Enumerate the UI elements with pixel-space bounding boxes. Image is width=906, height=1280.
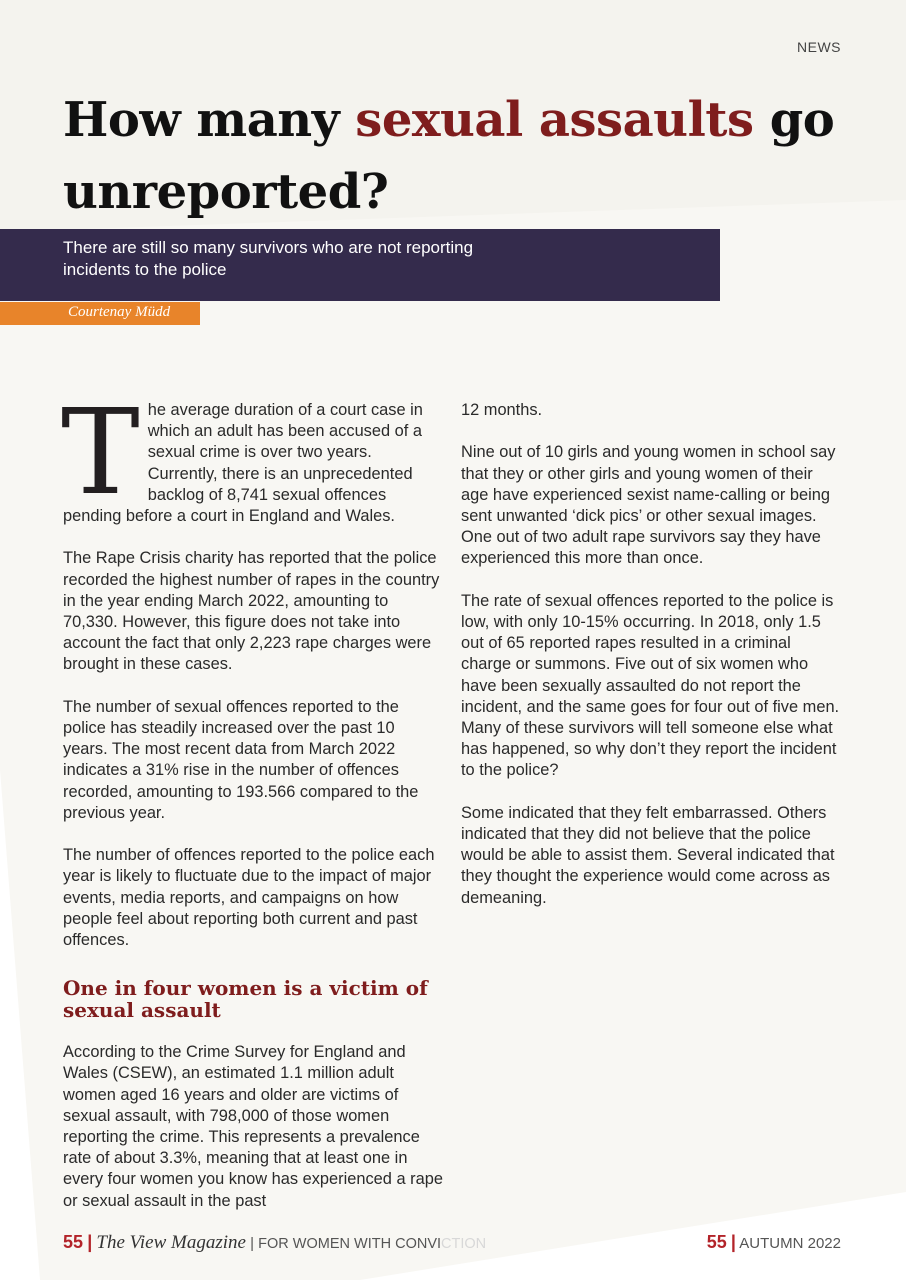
- article-paragraph-4: The number of offences reported to the police each year is likely to fluctuate due to the impact of major events, media reports, and campaigns on how people feel about reporting both current and past offences.: [63, 846, 435, 950]
- footer-issue: AUTUMN 2022: [739, 1235, 841, 1252]
- subhead-text: There are still so many survivors who are not reporting incidents to the police: [63, 238, 474, 279]
- article-paragraph-3: The number of sexual offences reported to the police has steadily increased over the past 10 years. The most recent data from March 2022 indicates a 31% rise in the number of offences recorded, amounting to 193.566 compared to the previous year.: [63, 697, 419, 822]
- article-column-left: [61, 383, 443, 1233]
- subhead-band: [0, 229, 720, 301]
- article-paragraph-2: The Rape Crisis charity has reported that the police recorded the highest number of rapes in the country in the year ending March 2022, amounting to 70,330. However, this figure does not take into account the fact that only 2,223 rape charges were brought in these cases.: [63, 549, 440, 674]
- headline: [63, 84, 863, 228]
- footer-tagline-faded: CTION: [441, 1236, 487, 1252]
- article-subheading: One in four women is a victim of sexual assault: [63, 976, 428, 1023]
- headline-part1: How many: [63, 92, 356, 148]
- article-paragraph-7: Nine out of 10 girls and young women in school say that they or other girls and young women of their age have experienced sexist name-calling or being sent unwanted ‘dick pics’ or other sexual images. One out of two adult rape survivors say they have experienced this more than once.: [461, 443, 836, 568]
- footer-left: 55 | The View Magazine | FOR WOMEN WITH CONVICTION: [63, 1232, 487, 1253]
- headline-part2: go unreported?: [63, 92, 835, 220]
- article-paragraph-6: 12 months.: [461, 401, 543, 419]
- footer-page-number-left: 55: [63, 1232, 84, 1252]
- section-label: NEWS: [797, 39, 841, 55]
- footer-tagline: [258, 1236, 486, 1252]
- article-paragraph-9: Some indicated that they felt embarrassed. Others indicated that they did not believe that the police would be able to assist them. Several indicated that they thought the experience would come across as demeaning.: [461, 803, 835, 907]
- byline-tag: [0, 302, 200, 325]
- paragraph-1-text: he average duration of a court case in which an adult has been accused of a sexual crime is over two years. Currently, there is an unprecedented backlog of 8,741 sexual offences pending before a court in England and Wales.: [63, 401, 423, 526]
- byline-author: Courtenay Müdd: [68, 304, 171, 320]
- article-paragraph-1: [61, 383, 443, 527]
- headline-accent: sexual assaults: [355, 92, 754, 148]
- footer-right: [707, 1232, 841, 1253]
- drop-cap: T: [61, 383, 140, 521]
- footer-separator-right: |: [730, 1232, 736, 1252]
- article-column-right: [461, 400, 843, 930]
- footer-tagline-main: FOR WOMEN WITH CONVI: [258, 1236, 442, 1252]
- footer-magazine-name: The View Magazine: [96, 1232, 246, 1253]
- article-paragraph-5: According to the Crime Survey for England and Wales (CSEW), an estimated 1.1 million adult women aged 16 years and older are victims of sexual assault, with 798,000 of those women reporting the crime. This represents a prevalence rate of about 3.3%, meaning that at least one in every four women you know has experienced a rape or sexual assault in the past: [63, 1043, 443, 1210]
- footer-separator-left: |: [87, 1232, 93, 1252]
- article-paragraph-8: The rate of sexual offences reported to the police is low, with only 10-15% occurring. In 2018, only 1.5 out of 65 reported rapes resulted in a criminal charge or summons. Five out of six women who have been sexually assaulted do not report the incident, and the same goes for four out of five men. Many of these survivors will tell someone else what has happened, so why don’t they report the incident to the police?: [461, 591, 840, 780]
- footer-page-number-right: 55: [706, 1232, 727, 1252]
